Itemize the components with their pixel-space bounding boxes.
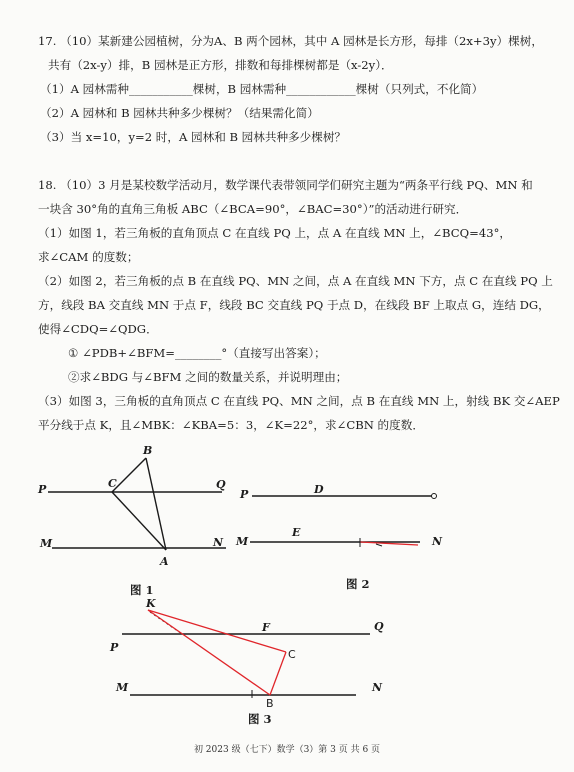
figure-3-drawing — [122, 612, 370, 698]
fig1-label-n: N — [213, 536, 224, 549]
fig2-label-e: E — [292, 526, 301, 539]
figure-1-drawing — [48, 458, 226, 550]
fig2-tick-2 — [376, 544, 382, 546]
q17-line2: 共有（2x-y）排，B 园林是正方形，排数和每排棵树都是（x-2y）． — [48, 58, 393, 72]
fig1-caption: 图 1 — [130, 583, 154, 597]
fig1-label-c: C — [108, 477, 117, 490]
fig1-side-ca — [112, 492, 166, 550]
fig3-label-p: P — [110, 641, 119, 654]
q18-line9: ②求∠BDG 与∠BFM 之间的数量关系，并说明理由； — [68, 370, 348, 384]
q17-line5: （3）当 x=10，y=2 时，A 园林和 B 园林共种多少棵树？ — [40, 130, 347, 144]
page-footer: 初 2023 级（七下）数学（3）第 3 页 共 6 页 — [193, 745, 381, 755]
fig3-label-b: B — [266, 697, 274, 710]
fig1-label-p: P — [38, 483, 47, 496]
fig3-segment-ck — [270, 652, 286, 695]
q18-line7: 使得∠CDQ=∠QDG． — [38, 322, 158, 336]
fig1-side-ba — [146, 458, 166, 550]
fig3-label-m: M — [116, 681, 129, 694]
fig1-label-a: A — [160, 555, 169, 568]
fig2-label-m: M — [236, 535, 249, 548]
fig1-label-m: M — [40, 537, 53, 550]
q18-line3: （1）如图 1，若三角板的直角顶点 C 在直线 PQ 上，点 A 在直线 MN 上，∠BCQ=43°， — [38, 226, 512, 240]
fig1-label-q: Q — [216, 478, 226, 491]
q17-line3: （1）A 园林需种___________棵树，B 园林需种____________棵树（只列式，不化简） — [40, 82, 484, 96]
q18-line6: 方，线段 BA 交直线 MN 于点 F，线段 BC 交直线 PQ 于点 D，在线段 BF 上取点 G，连结 DG， — [38, 298, 550, 312]
fig3-caption: 图 3 — [248, 712, 272, 726]
fig3-label-c: C — [288, 648, 296, 661]
figure-2-drawing — [250, 494, 437, 548]
q18-line2: 一块含 30°角的直角三角板 ABC（∠BCA=90°，∠BAC=30°）”的活动进行研究． — [38, 202, 468, 216]
q18-line5: （2）如图 2，若三角板的点 B 在直线 PQ、MN 之间，点 A 在直线 MN 下方，点 C 在直线 PQ 上 — [38, 274, 553, 288]
fig1-side-cb — [112, 458, 146, 492]
fig2-point-q — [432, 494, 437, 499]
fig2-label-n: N — [432, 535, 443, 548]
fig2-label-p: P — [240, 488, 249, 501]
q18-line4: 求∠CAM 的度数； — [38, 250, 139, 264]
q17-line4: （2）A 园林和 B 园林共种多少棵树？（结果需化简） — [40, 106, 319, 120]
fig2-label-d: D — [314, 483, 324, 496]
q18-line11: 平分线于点 K，且∠MBK：∠KBA=5：3，∠K=22°，求∠CBN 的度数． — [38, 418, 424, 432]
fig3-label-f: F — [262, 621, 270, 634]
q18-line8: ① ∠PDB+∠BFM=________°（直接写出答案）； — [68, 346, 326, 360]
q18-line1: 18. （10）3 月是某校数学活动月，数学课代表带领同学们研究主题为“两条平行线 PQ、MN 和 — [38, 178, 533, 192]
fig2-caption: 图 2 — [346, 577, 370, 591]
fig3-segment-kb — [148, 610, 270, 695]
q18-line10: （3）如图 3，三角板的直角顶点 C 在直线 PQ、MN 之间，点 B 在直线 MN 上，射线 BK 交∠AEP — [38, 394, 560, 408]
q17-line1: 17. （10）某新建公园植树，分为A、B 两个园林，其中 A 园林是长方形，每排（2x+3y）棵树， — [38, 34, 543, 48]
fig1-label-b: B — [143, 444, 153, 457]
fig3-label-n: N — [372, 681, 383, 694]
fig3-label-q: Q — [374, 620, 384, 633]
fig3-label-k: K — [146, 597, 156, 610]
